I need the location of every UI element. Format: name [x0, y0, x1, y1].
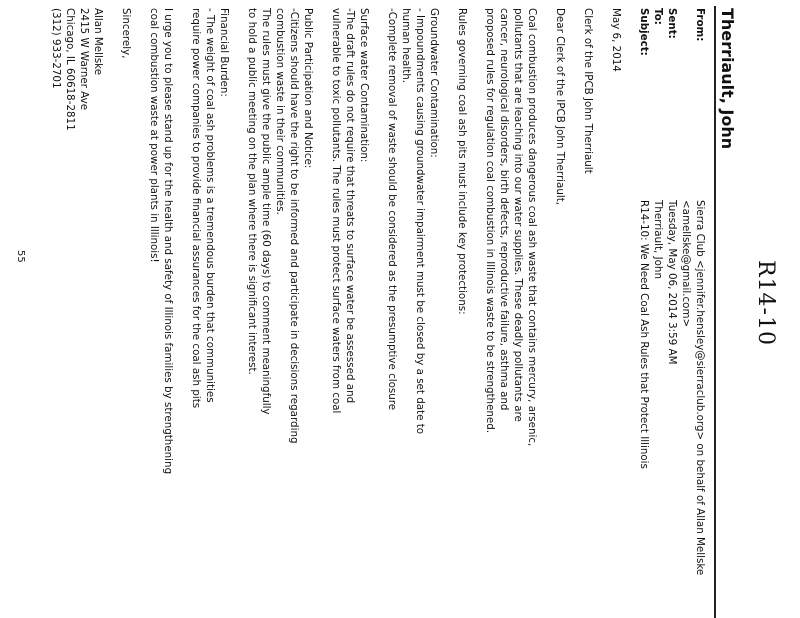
closing: Sincerely, — [120, 8, 132, 59]
header-divider — [714, 6, 716, 618]
sent-label: Sent: — [666, 8, 678, 39]
body-line: Coal combustion produces dangerous coal ash waste that contains mercury, arsenic, — [526, 8, 538, 447]
body-line: coal combustion waste at power plants in Illinois! — [148, 8, 160, 263]
recipient-line: Clerk of the IPCB John Therriault — [582, 8, 594, 174]
body-line: The rules must give the public ample time (60 days) to comment meaningfully — [260, 8, 272, 415]
to-label: To: — [652, 8, 664, 25]
body-line: combustion waste in their communities. — [274, 8, 286, 215]
section-heading: Surface water Contamination: — [358, 8, 370, 163]
to-value: Therriault, John — [652, 200, 664, 279]
sent-value: Tuesday, May 06, 2014 3:59 AM — [666, 200, 678, 365]
body-line: vulnerable to toxic pollutants. The rules must protect surface waters from coal — [330, 8, 342, 414]
body-line: Rules governing coal ash pits must include key protections: — [456, 8, 468, 315]
body-line: to hold a public meeting on the plan where there is significant interest. — [246, 8, 258, 375]
body-line: -Complete removal of waste should be considered as the presumptive closure — [386, 8, 398, 411]
salutation: Dear Clerk of the IPCB John Therriault, — [554, 8, 566, 206]
sender-name-heading: Therriault, John — [718, 8, 737, 150]
from-value: Sierra Club <jennifer.hensley@sierraclub.org> on behalf of Allan Mellske — [694, 200, 706, 576]
body-line: -The draft rules do not require that threats to surface water be assessed and — [344, 8, 356, 404]
address-line: Chicago, IL 60618-2811 — [64, 8, 76, 131]
signature-name: Allan Mellske — [92, 8, 104, 76]
from-value-email: <amellske@gmail.com> — [680, 200, 692, 328]
section-heading: Financial Burden: — [218, 8, 230, 97]
page-number: 55 — [15, 250, 26, 263]
body-line: - The weight of coal ash problems is a tremendous burden that communities — [204, 8, 216, 403]
body-line: -Citizens should have the right to be informed and participate in decisions regarding — [288, 8, 300, 444]
subject-value: R14-10: We Need Coal Ash Rules that Protect Illinois — [638, 200, 650, 469]
section-heading: Public Participation and Notice: — [302, 8, 314, 169]
document-code: R14-10 — [753, 260, 778, 346]
from-label: From: — [694, 8, 706, 42]
phone-line: (312) 933-2701 — [50, 8, 62, 89]
address-line: 2415 W Warner Ave — [78, 8, 90, 111]
body-line: human health. — [400, 8, 412, 84]
body-line: proposed rules for regulation coal combustion in Illinois waste to be strengthened. — [484, 8, 496, 434]
body-line: cancer, neurological disorders, birth defects, reproductive failure, asthma and — [498, 8, 510, 411]
body-line: I urge you to please stand up for the health and safety of Illinois families by strengthening — [162, 8, 174, 475]
subject-label: Subject: — [638, 8, 650, 56]
body-line: pollutants that are leaching into our water supplies. These deadly pollutants are — [512, 8, 524, 422]
section-heading: Groundwater Contamination: — [428, 8, 440, 158]
letter-date: May 6, 2014 — [610, 8, 622, 72]
body-line: require power companies to provide financial assurances for the coal ash pits — [190, 8, 202, 409]
body-line: - Impoundments causing groundwater impairment must be closed by a set date to — [414, 8, 426, 435]
